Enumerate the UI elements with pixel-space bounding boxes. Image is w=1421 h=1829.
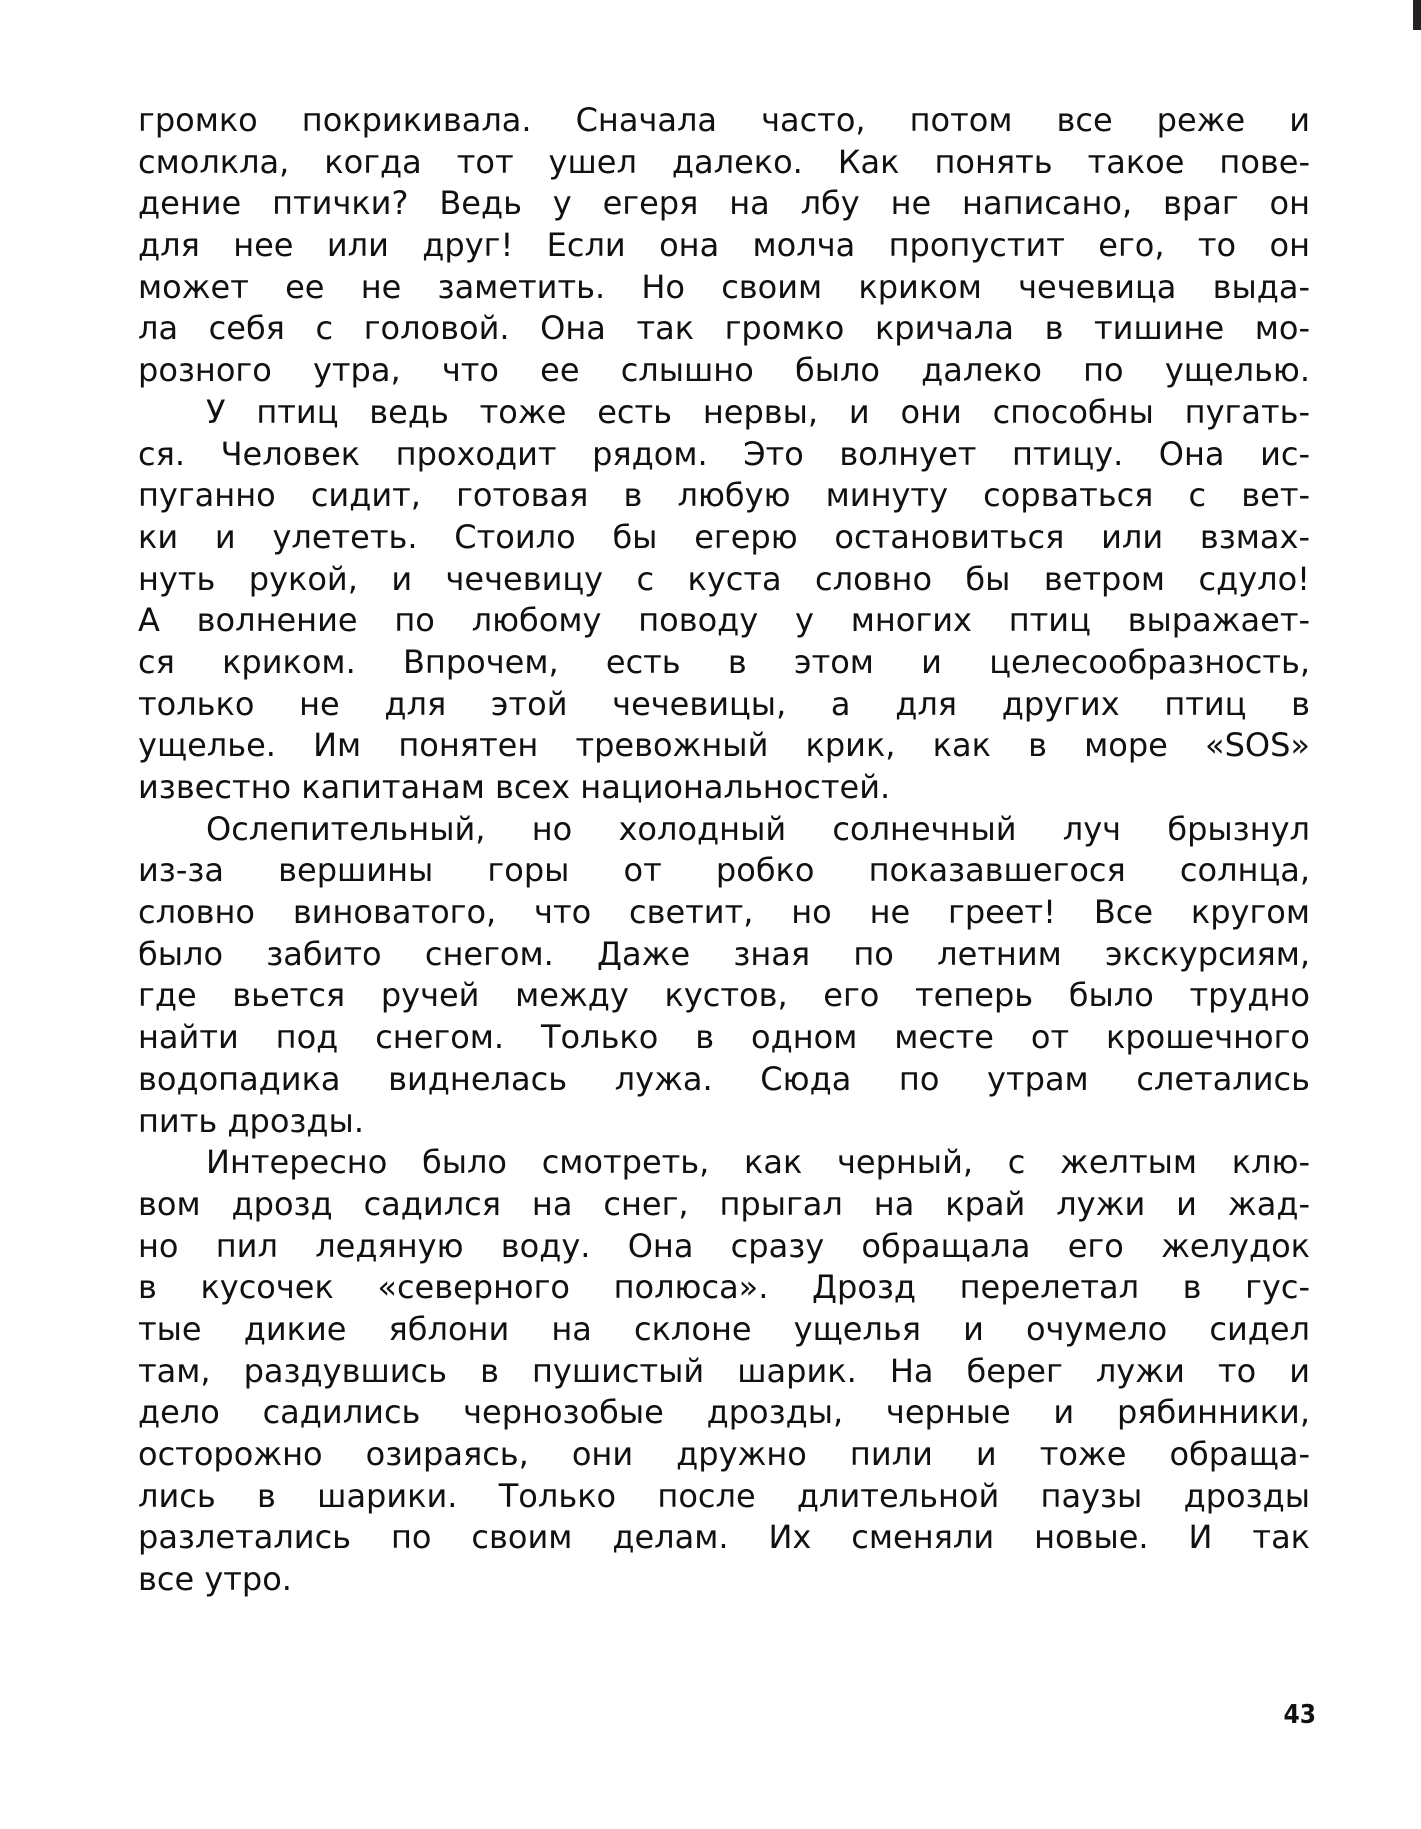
page-number: 43 bbox=[1283, 1700, 1316, 1730]
text-line: смолкла, когда тот ушел далеко. Как понять такое пове- bbox=[138, 142, 1310, 181]
text-line: тые дикие яблони на склоне ущелья и очумело сидел bbox=[138, 1309, 1310, 1348]
text-line: лись в шарики. Только после длительной паузы дрозды bbox=[138, 1476, 1310, 1515]
text-line: ся. Человек проходит рядом. Это волнует птицу. Она ис- bbox=[138, 434, 1310, 473]
text-line: может ее не заметить. Но своим криком чечевица выда- bbox=[138, 267, 1310, 306]
text-line: осторожно озираясь, они дружно пили и тоже обраща- bbox=[138, 1435, 1310, 1473]
text-line: только не для этой чечевицы, а для других птиц в bbox=[138, 684, 1310, 723]
text-line: найти под снегом. Только в одном месте от крошечного bbox=[138, 1018, 1310, 1057]
text-line: в кусочек «северного полюса». Дрозд перелетал в гус- bbox=[138, 1268, 1310, 1307]
text-line: дело садились чернозобые дрозды, черные и рябинники, bbox=[138, 1393, 1310, 1432]
text-line: пуганно сидит, готовая в любую минуту сорваться с вет- bbox=[138, 476, 1310, 515]
text-line: пить дрозды. bbox=[138, 1101, 364, 1140]
text-line: розного утра, что ее слышно было далеко по ущелью. bbox=[138, 351, 1310, 390]
text-line: ла себя с головой. Она так громко кричала в тишине мо- bbox=[138, 309, 1310, 348]
text-line: Ослепительный, но холодный солнечный луч брызнул bbox=[206, 809, 1310, 848]
paragraph bbox=[138, 1142, 1310, 1601]
text-line: из-за вершины горы от робко показавшегося солнца, bbox=[138, 851, 1310, 890]
text-line: где вьется ручей между кустов, его теперь было трудно bbox=[138, 976, 1310, 1015]
text-line: словно виноватого, что светит, но не греет! Все кругом bbox=[138, 893, 1310, 932]
scan-edge-mark bbox=[1413, 0, 1421, 30]
text-line: вом дрозд садился на снег, прыгал на край лужи и жад- bbox=[138, 1184, 1310, 1223]
paragraph bbox=[138, 392, 1310, 809]
text-line: ущелье. Им понятен тревожный крик, как в море «SOS» bbox=[138, 726, 1310, 765]
text-line: водопадика виднелась лужа. Сюда по утрам слетались bbox=[138, 1059, 1310, 1098]
text-line: все утро. bbox=[138, 1560, 292, 1599]
text-line: ки и улететь. Стоило бы егерю остановиться или взмах- bbox=[138, 517, 1310, 556]
body-text bbox=[138, 100, 1310, 1601]
text-line: для нее или друг! Если она молча пропустит его, то он bbox=[138, 226, 1310, 265]
text-line: разлетались по своим делам. Их сменяли новые. И так bbox=[138, 1518, 1310, 1557]
text-line: но пил ледяную воду. Она сразу обращала его желудок bbox=[138, 1226, 1310, 1265]
text-line: громко покрикивала. Сначала часто, потом все реже и bbox=[138, 101, 1310, 139]
text-line: нуть рукой, и чечевицу с куста словно бы ветром сдуло! bbox=[138, 559, 1310, 598]
text-line: было забито снегом. Даже зная по летним экскурсиям, bbox=[138, 934, 1310, 973]
text-line: У птиц ведь тоже есть нервы, и они способны пугать- bbox=[206, 392, 1310, 431]
text-line: известно капитанам всех национальностей. bbox=[138, 768, 891, 806]
paragraph bbox=[138, 809, 1310, 1143]
text-line: ся криком. Впрочем, есть в этом и целесообразность, bbox=[138, 642, 1310, 681]
text-line: Интересно было смотреть, как черный, с желтым клю- bbox=[206, 1143, 1310, 1182]
text-line: дение птички? Ведь у егеря на лбу не написано, враг он bbox=[138, 184, 1310, 223]
text-line: там, раздувшись в пушистый шарик. На берег лужи то и bbox=[138, 1351, 1310, 1390]
text-line: А волнение по любому поводу у многих птиц выражает- bbox=[138, 601, 1310, 640]
paragraph bbox=[138, 100, 1310, 392]
